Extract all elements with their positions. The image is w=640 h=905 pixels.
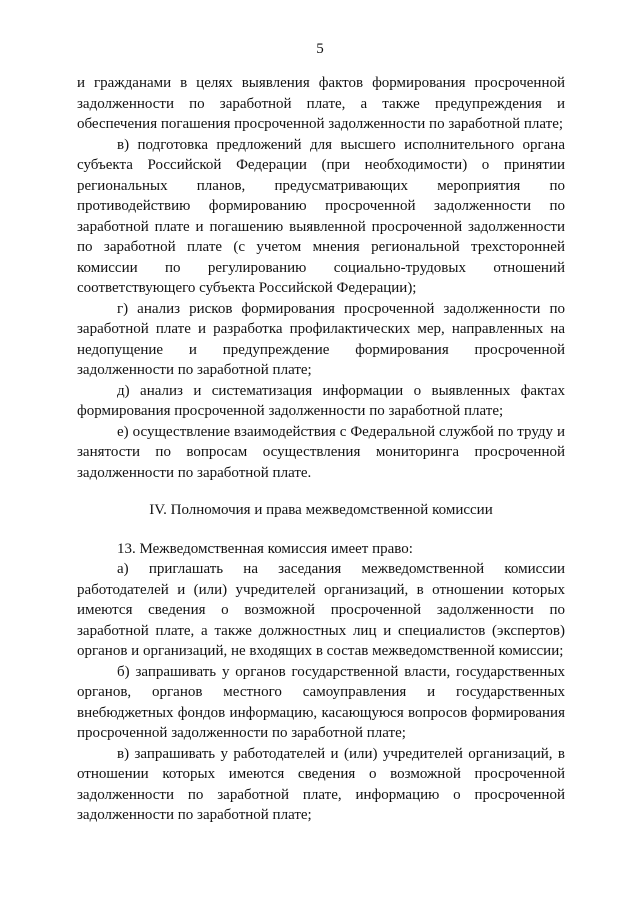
document-body: [77, 73, 565, 826]
paragraph-item-v2: в) запрашивать у работодателей и (или) учредителей организаций, в отношении которых имеются сведения о возможной просроченной задолженности по заработной плате, информацию о просроченной задолженности по заработной плате;: [77, 745, 565, 823]
section-heading: IV. Полномочия и права межведомственной комиссии: [149, 502, 493, 518]
paragraph-item-g: г) анализ рисков формирования просроченной задолженности по заработной плате и разработка профилактических мер, направленных на недопущение и предупреждение формирования просроченной задолженности по заработной плате;: [77, 300, 565, 378]
paragraph-clause-13: 13. Межведомственная комиссия имеет право:: [117, 540, 413, 557]
paragraph-item-a: а) приглашать на заседания межведомственной комиссии работодателей и (или) учредителей организаций, в отношении которых имеются сведения о возможной просроченной задолженности по заработной плате, а также должностных лиц и специалистов (экспертов) органов и организаций, не входящих в состав межведомственной комиссии;: [77, 561, 565, 659]
paragraph-item-b: б) запрашивать у органов государственной власти, государственных органов, органов местного самоуправления и государственных внебюджетных фондов информацию, касающуюся вопросов формирования просроченной задолженности по заработной плате;: [77, 663, 565, 741]
paragraph-item-d: д) анализ и систематизация информации о выявленных фактах формирования просроченной задолженности по заработной плате;: [77, 382, 565, 419]
paragraph-item-e: е) осуществление взаимодействия с Федеральной службой по труду и занятости по вопросам осуществления мониторинга просроченной задолженности по заработной плате.: [77, 423, 565, 481]
paragraph-continuation: и гражданами в целях выявления фактов формирования просроченной задолженности по заработной плате, а также предупреждения и обеспечения погашения просроченной задолженности по заработной плате;: [77, 75, 565, 132]
page-number: 5: [316, 41, 324, 57]
paragraph-item-v: в) подготовка предложений для высшего исполнительного органа субъекта Российской Федерации (при необходимости) о принятии региональных планов, предусматривающих мероприятия по противодействию формированию просроченной задолженности по заработной плате и погашению выявленной просроченной задолженности по заработной плате (с учетом мнения региональной трехсторонней комиссии по регулированию социально-трудовых отношений соответствующего субъекта Российской Федерации);: [77, 136, 565, 296]
